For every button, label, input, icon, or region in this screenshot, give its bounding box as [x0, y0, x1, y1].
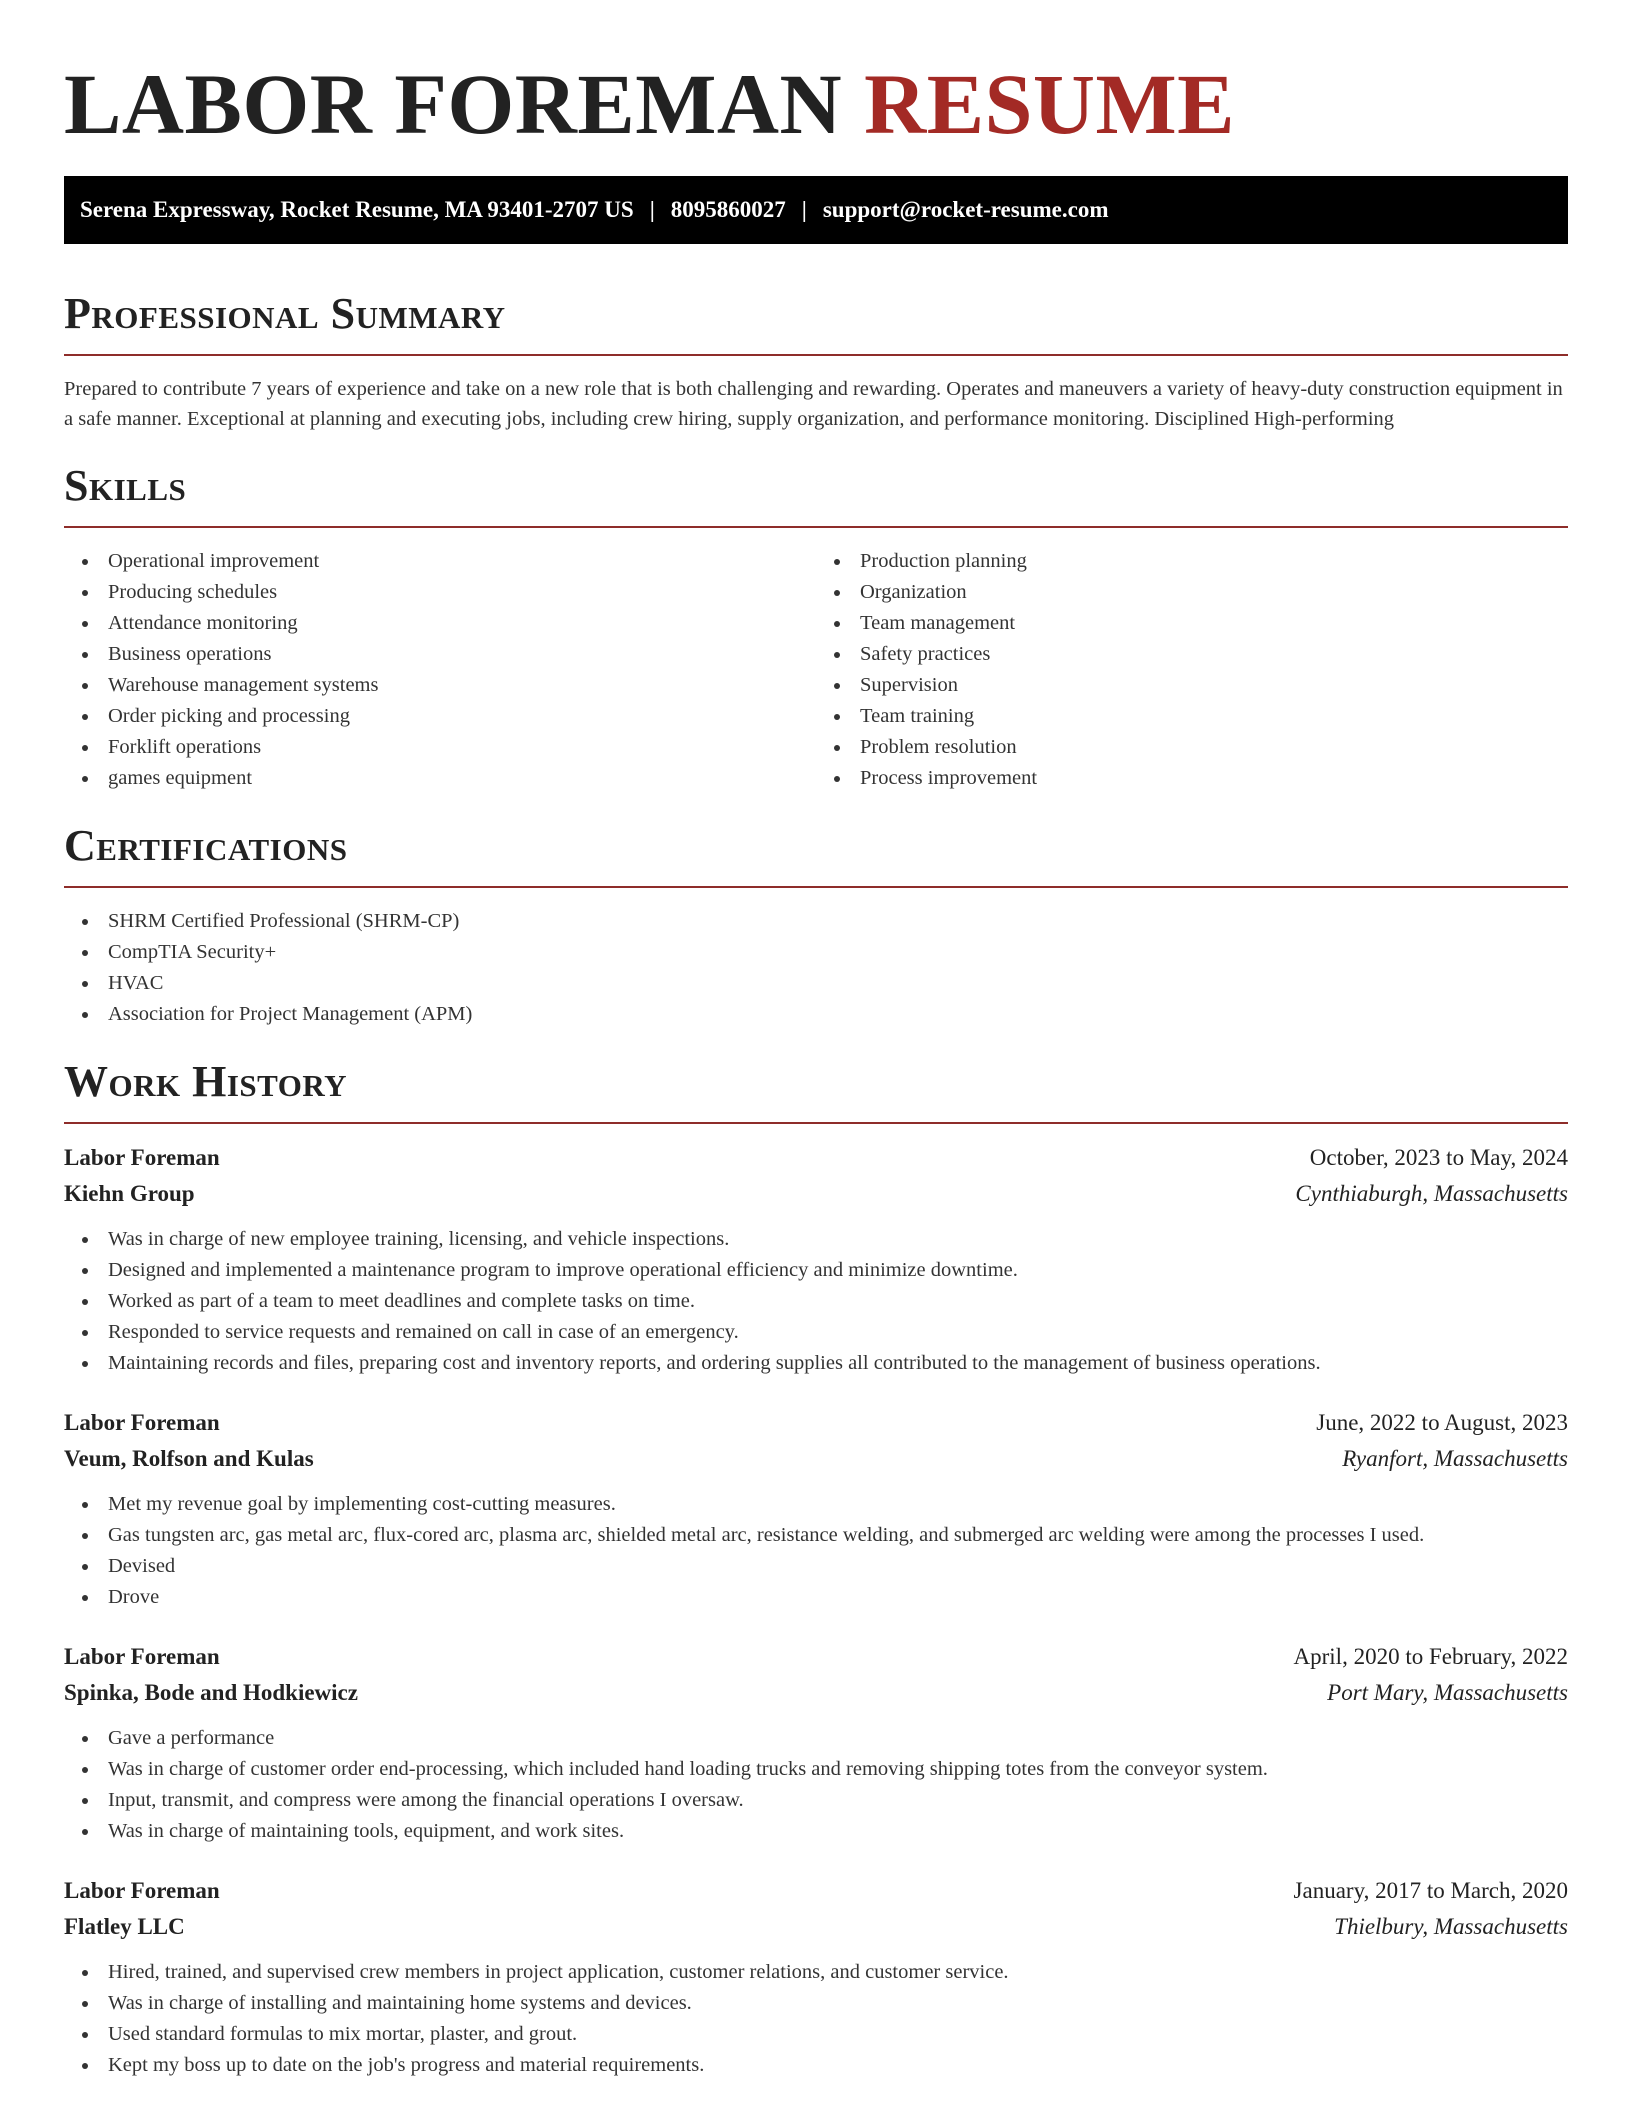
skill-item: Production planning — [816, 546, 1568, 577]
skills-section — [64, 462, 1568, 794]
work-history-heading: Work History — [64, 1057, 348, 1106]
skills-columns — [64, 546, 1568, 794]
contact-email: support@rocket-resume.com — [822, 197, 1109, 222]
skill-item: Problem resolution — [816, 732, 1568, 763]
certifications-section — [64, 822, 1568, 1030]
job-bullet: Met my revenue goal by implementing cost-cutting measures. — [64, 1489, 1568, 1520]
job-bullet: Worked as part of a team to meet deadlines and complete tasks on time. — [64, 1286, 1568, 1317]
job-bullets — [64, 1723, 1568, 1847]
job-bullets — [64, 1489, 1568, 1613]
certification-item: Association for Project Management (APM) — [64, 999, 1568, 1030]
job-bullet: Input, transmit, and compress were among the financial operations I oversaw. — [64, 1785, 1568, 1816]
certification-item: SHRM Certified Professional (SHRM-CP) — [64, 906, 1568, 937]
job-title: Labor Foreman — [64, 1878, 220, 1903]
job-bullets — [64, 1957, 1568, 2081]
job-header-row — [64, 1639, 1568, 1675]
job-location: Cynthiaburgh, Massachusetts — [1295, 1181, 1568, 1206]
skill-item: games equipment — [64, 763, 816, 794]
title-accent: RESUME — [864, 56, 1236, 152]
job-company-row — [64, 1176, 1568, 1212]
skills-list-right — [816, 546, 1568, 794]
job-bullet: Gave a performance — [64, 1723, 1568, 1754]
skill-item: Team training — [816, 701, 1568, 732]
section-divider — [64, 526, 1568, 528]
job-dates: April, 2020 to February, 2022 — [1293, 1644, 1568, 1669]
job-bullet: Responded to service requests and remained on call in case of an emergency. — [64, 1317, 1568, 1348]
contact-bar — [64, 176, 1568, 244]
work-history-section — [64, 1058, 1568, 2081]
job-company-row — [64, 1441, 1568, 1477]
job-bullet: Was in charge of installing and maintaining home systems and devices. — [64, 1988, 1568, 2019]
contact-separator: | — [801, 197, 807, 222]
job-company-row — [64, 1909, 1568, 1945]
job-title: Labor Foreman — [64, 1644, 220, 1669]
skill-item: Producing schedules — [64, 577, 816, 608]
contact-phone: 8095860027 — [670, 197, 786, 222]
resume-title — [64, 56, 1568, 152]
certification-item: HVAC — [64, 968, 1568, 999]
job-bullet: Kept my boss up to date on the job's progress and material requirements. — [64, 2050, 1568, 2081]
job-entry — [64, 1873, 1568, 2081]
job-bullet: Devised — [64, 1551, 1568, 1582]
job-title: Labor Foreman — [64, 1145, 220, 1170]
skills-heading: Skills — [64, 461, 187, 510]
title-main: LABOR FOREMAN — [64, 56, 843, 152]
skill-item: Order picking and processing — [64, 701, 816, 732]
job-bullet: Was in charge of maintaining tools, equipment, and work sites. — [64, 1816, 1568, 1847]
job-bullet: Was in charge of new employee training, licensing, and vehicle inspections. — [64, 1224, 1568, 1255]
job-company: Kiehn Group — [64, 1181, 195, 1206]
skill-item: Attendance monitoring — [64, 608, 816, 639]
job-company: Flatley LLC — [64, 1914, 185, 1939]
job-title: Labor Foreman — [64, 1410, 220, 1435]
skill-item: Organization — [816, 577, 1568, 608]
job-dates: October, 2023 to May, 2024 — [1309, 1145, 1568, 1170]
skill-item: Supervision — [816, 670, 1568, 701]
job-company: Veum, Rolfson and Kulas — [64, 1446, 314, 1471]
skill-item: Warehouse management systems — [64, 670, 816, 701]
skill-item: Forklift operations — [64, 732, 816, 763]
job-bullet: Maintaining records and files, preparing cost and inventory reports, and ordering supplies all contributed to the management of business operations. — [64, 1348, 1568, 1379]
section-divider — [64, 886, 1568, 888]
contact-address: Serena Expressway, Rocket Resume, MA 93401-2707 US — [80, 197, 634, 222]
job-bullet: Designed and implemented a maintenance program to improve operational efficiency and minimize downtime. — [64, 1255, 1568, 1286]
skills-list-left — [64, 546, 816, 794]
job-bullet: Used standard formulas to mix mortar, plaster, and grout. — [64, 2019, 1568, 2050]
skill-item: Safety practices — [816, 639, 1568, 670]
job-location: Ryanfort, Massachusetts — [1342, 1446, 1568, 1471]
job-entry — [64, 1639, 1568, 1847]
skill-item: Team management — [816, 608, 1568, 639]
contact-separator: | — [649, 197, 655, 222]
skill-item: Process improvement — [816, 763, 1568, 794]
job-company: Spinka, Bode and Hodkiewicz — [64, 1680, 358, 1705]
job-company-row — [64, 1675, 1568, 1711]
job-bullets — [64, 1224, 1568, 1379]
job-location: Port Mary, Massachusetts — [1327, 1680, 1568, 1705]
skill-item: Operational improvement — [64, 546, 816, 577]
job-entry — [64, 1405, 1568, 1613]
summary-section — [64, 290, 1568, 434]
job-bullet: Was in charge of customer order end-processing, which included hand loading trucks and removing shipping totes from the conveyor system. — [64, 1754, 1568, 1785]
summary-heading: Professional Summary — [64, 289, 506, 338]
job-header-row — [64, 1140, 1568, 1176]
summary-text: Prepared to contribute 7 years of experience and take on a new role that is both challenging and rewarding. Operates and maneuvers a variety of heavy-duty construction equipment in a safe manner. Exceptional at planning and executing jobs, including crew hiring, supply organization, and performance monitoring. Disciplined High-performing — [64, 378, 1563, 430]
job-bullet: Hired, trained, and supervised crew members in project application, customer relations, and customer service. — [64, 1957, 1568, 1988]
job-dates: January, 2017 to March, 2020 — [1293, 1878, 1568, 1903]
certification-item: CompTIA Security+ — [64, 937, 1568, 968]
job-entry — [64, 1140, 1568, 1379]
section-divider — [64, 354, 1568, 356]
section-divider — [64, 1122, 1568, 1124]
job-bullet: Gas tungsten arc, gas metal arc, flux-cored arc, plasma arc, shielded metal arc, resistance welding, and submerged arc welding were among the processes I used. — [64, 1520, 1568, 1551]
job-header-row — [64, 1873, 1568, 1909]
skill-item: Business operations — [64, 639, 816, 670]
certifications-heading: Certifications — [64, 821, 348, 870]
job-bullet: Drove — [64, 1582, 1568, 1613]
job-header-row — [64, 1405, 1568, 1441]
job-location: Thielbury, Massachusetts — [1334, 1914, 1568, 1939]
certifications-list — [64, 906, 1568, 1030]
job-dates: June, 2022 to August, 2023 — [1316, 1410, 1568, 1435]
